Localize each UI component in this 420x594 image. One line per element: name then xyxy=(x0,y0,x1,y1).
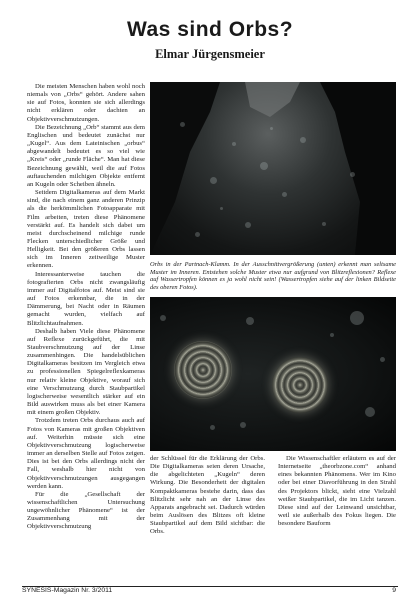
text-column-right xyxy=(278,455,396,585)
orbs-photo-gorge xyxy=(150,82,396,255)
paragraph: Für die „Gesellschaft der wissenschaftlichen Untersuchung ungewöhnlicher Phänomene“ ist der Zusammenhang mit der Objektivverschmutzung xyxy=(27,490,145,531)
text-column-middle xyxy=(150,455,265,585)
magazine-issue: SYNESIS-Magazin Nr. 3/2011 xyxy=(22,587,113,594)
paragraph: Interessanterweise tauchen die fotografierten Orbs nicht zwangsläufig immer auf Digitalfotos auf. Meist sind sie auf Fotos erkennbar, die in der Dämmerung, bei Nacht oder in Räumen gemacht wurden, vielfach auf Blitzlichtaufnahmen. xyxy=(27,270,145,327)
paragraph: der Schlüssel für die Erklärung der Orbs. Die Digitalkameras seien deren Ursache, die abgelichteten „Kugeln“ deren Wirkung. Die Besonderheit der digitalen Kompaktkameras bestehe darin, dass das Blitzlicht sehr nah an der Linse des Apparats angebracht sei. Dadurch würden beim Auslösen des Blitzes oft kleine Staubpartikel auf dem Bild sichtbar: die Orbs. xyxy=(150,455,265,536)
page-number: 9 xyxy=(392,587,396,594)
orbs-photo-detail xyxy=(150,297,396,451)
paragraph: Deshalb haben Viele diese Phänomene auf Reflexe zurückgeführt, die mit Staubverschmutzung auf der Linse zusammenhingen. Die handelsüblichen Digitalkameras besitzen im Vergleich etwa zu professionellen Spiegelreflexkameras nur relativ kleine Objektive, worauf sich eine Verschmutzung durch Staubpartikel logischerweise wesentlich stärker auf ein Bild auswirken muss als bei einer Kamera mit einem großen Objektiv. xyxy=(27,327,145,417)
paragraph: Die meisten Menschen haben wohl noch niemals von „Orbs“ gehört. Andere sahen sie auf Fotos, konnten sie sich allerdings nicht erklären oder dachten an Objektivverschmutzungen. xyxy=(27,83,145,123)
paragraph: Die Bezeichnung „Orb“ stammt aus dem Englischen und bedeutet zunächst nur „Kugel“. Aus dem Lateinischen „orbus“ abgewandelt bedeutet es so viel wie „Kreis“ oder „runde Fläche“. Man hat diese Bezeichnung gewählt, weil die auf Fotos auftauchenden milchigen Objekte entfernt an Kugeln oder Scheiben ähneln. xyxy=(27,123,145,188)
figure-caption: Orbs in der Partnach-Klamm. In der Ausschnittvergrößerung (unten) erkennt man seltsame Muster im Inneren. Entstehen solche Muster etwa nur aufgrund von Blitzreflexionen? Reflexe auf Wassertropfen können es ja wohl nicht sein! (Wassertropfen siehe auf der linken Bildseite des oberen Fotos). xyxy=(150,261,396,291)
paragraph: Die Wissenschaftler erläutern es auf der Internetseite „theorbzone.com“ anhand eines bekannten Phänomens. Wer im Kino oder bei einer Diavorführung in den Strahl des Projektors blickt, sieht eine Vielzahl weißer Staubpartikel, die im Licht tanzen. Diese sind auf der Leinwand unsichtbar, weil sie außerhalb des Fokus liegen. Die besondere Bauform xyxy=(278,455,396,528)
rock-walls xyxy=(150,82,396,255)
article-author: Elmar Jürgensmeier xyxy=(155,47,265,61)
text-column-left xyxy=(27,83,145,585)
paragraph: Seitdem Digitalkameras auf dem Markt sind, die nach einem ganz anderen Prinzip als die herkömmlichen Fotoapparate mit Film arbeiten, treten diese Phänomene verstärkt auf. Es handelt sich dabei um meist durchscheinend milchige runde Flecken unterschiedlicher Größe und Helligkeit. Bei den größeren Orbs lassen sich im Inneren zeitweilige Muster erkennen. xyxy=(27,189,145,270)
paragraph: Trotzdem treten Orbs durchaus auch auf Fotos von Kameras mit großen Objektiven auf. Weiterhin müsste sich eine Objektivverschmutzung logischerweise immer an derselben Stelle auf Fotos zeigen. Dies ist bei den Orbs allerdings nicht der Fall, weshalb hier nicht von Objektivverschmutzungen ausgegangen werden kann. xyxy=(27,417,145,490)
article-title: Was sind Orbs? xyxy=(126,18,294,41)
